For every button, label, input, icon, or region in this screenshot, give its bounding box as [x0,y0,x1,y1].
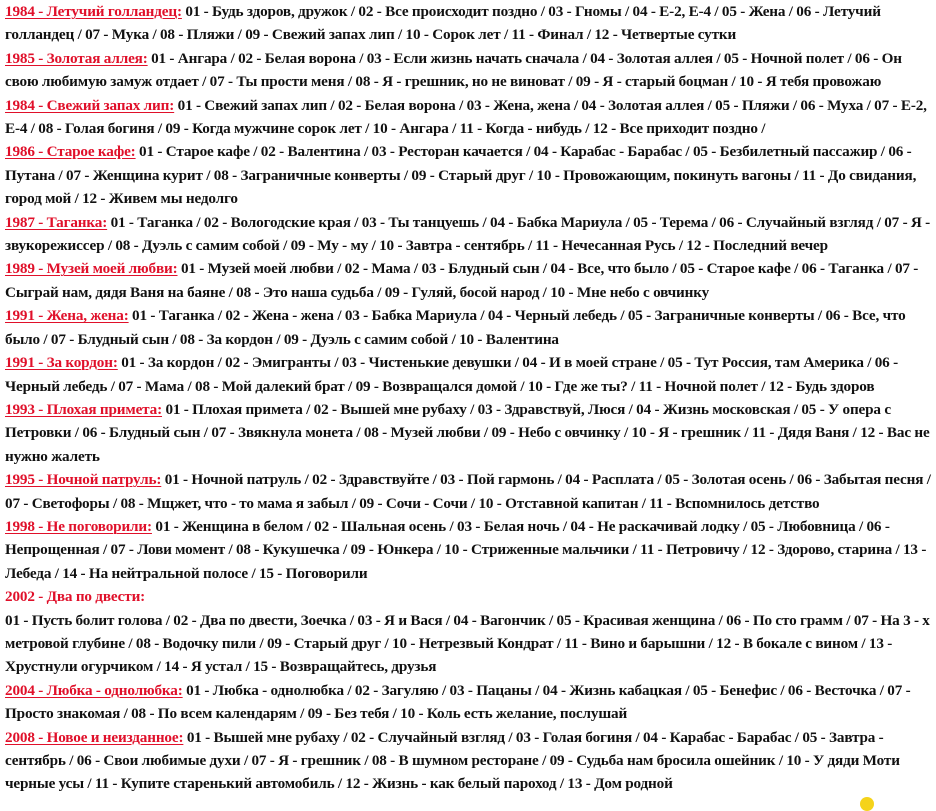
album-title: 1984 - Свежий запах лип: [5,96,175,114]
album-entry-1991-za-kordon [5,351,933,398]
album-title: 1991 - За кордон: [5,354,118,372]
album-tracklist: 01 - За кордон / 02 - Эмигранты / 03 - Чистенькие девушки / 04 - И в моей стране / 05 - Тут Россия, там Америка / 06 - Черный лебедь / 07 - Мама / 08 - Мой далекий брат / 09 - Возвращался домой / 10 - Где же ты? / 11 - Ночной полет / 12 - Будь здоров [5,354,898,395]
album-title: 1989 - Музей моей любви: [5,260,178,278]
album-title: 1991 - Жена, жена: [5,307,129,325]
album-title: 1986 - Старое кафе: [5,143,136,161]
album-entry-1993-plokhaya-primeta [5,398,933,468]
album-tracklist: 01 - Женщина в белом / 02 - Шальная осень / 03 - Белая ночь / 04 - Не раскачивай лодку / 05 - Любовница / 06 - Непрощенная / 07 - Лови момент / 08 - Кукушечка / 09 - Юнкера / 10 - Стриженные мальчики / 11 - Петровичу / 12 - Здорово, старина / 13 - Лебеда / 14 - На нейтральной полосе / 15 - Поговорили [5,517,927,582]
album-title: 2008 - Новое и неизданное: [5,728,184,746]
album-title: 1984 - Летучий голландец: [5,3,182,20]
album-tracklist: 01 - Плохая примета / 02 - Вышей мне рубаху / 03 - Здравствуй, Люся / 04 - Жизнь московская / 05 - У опера с Петровки / 06 - Блудный сын / 07 - Звякнула монета / 08 - Музей любви / 09 - Небо с овчинку / 10 - Я - грешник / 11 - Дядя Ваня / 12 - Вас не нужно жалеть [5,400,930,465]
album-entry-2002-dva-po-dvesti [5,585,933,679]
album-entry-1998-ne-pogovorili [5,515,933,585]
album-tracklist: 01 - Пусть болит голова / 02 - Два по двести, Зоечка / 03 - Я и Вася / 04 - Вагончик / 05 - Красивая женщина / 06 - По сто грамм / 07 - На 3 - х метровой глубине / 08 - Водочку пили / 09 - Старый друг / 10 - Нетрезвый Кондрат / 11 - Вино и барышни / 12 - В бокале с вином / 13 - Хрустнули огурчиком / 14 - Я устал / 15 - Возвращайтесь, друзья [5,611,930,676]
album-entry-1991-zhena-zhena [5,304,933,351]
album-entry-1995-nochnoy-patrul [5,468,933,515]
album-title: 1993 - Плохая примета: [5,400,163,418]
album-tracklist: 01 - Таганка / 02 - Вологодские края / 03 - Ты танцуешь / 04 - Бабка Мариула / 05 - Терема / 06 - Случайный взгляд / 07 - Я - звукорежиссер / 08 - Дуэль с самим собой / 09 - Му - му / 10 - Завтра - сентябрь / 11 - Нечесанная Русь / 12 - Последний вечер [5,213,931,255]
album-entry-1989-muzey-moey-lyubvi [5,257,933,304]
album-title: 1985 - Золотая аллея: [5,49,148,67]
album-tracklist: 01 - Ночной патруль / 02 - Здравствуйте / 03 - Пой гармонь / 04 - Расплата / 05 - Золотая осень / 06 - Забытая песня / 07 - Светофоры / 08 - Мщжет, что - то мама я забыл / 09 - Сочи - Сочи / 10 - Отставной капитан / 11 - Вспомнилось детство [5,471,931,512]
album-title: 2004 - Любка - однолюбка: [5,681,183,699]
album-title: 1987 - Таганка: [5,213,108,231]
album-title: 2002 - Два по двести: [5,588,146,606]
album-entry-1987-taganka [5,211,933,258]
album-tracklist: 01 - Таганка / 02 - Жена - жена / 03 - Бабка Мариула / 04 - Черный лебедь / 05 - Заграничные конверты / 06 - Все, что было / 07 - Блудный сын / 08 - За кордон / 09 - Дуэль с самим собой / 10 - Валентина [5,307,906,348]
album-tracklist: 01 - Старое кафе / 02 - Валентина / 03 - Ресторан качается / 04 - Карабас - Барабас / 05 - Безбилетный пассажир / 06 - Путана / 07 - Женщина курит / 08 - Заграничные конверты / 09 - Старый друг / 10 - Провожающим, покинуть вагоны / 11 - До свидания, город мой / 12 - Живем мы недолго [5,143,917,208]
yellow-dot-icon [860,797,874,811]
album-tracklist: 01 - Будь здоров, дружок / 02 - Все происходит поздно / 03 - Гномы / 04 - Е-2, Е-4 / 05 - Жена / 06 - Летучий голландец / 07 - Мука / 08 - Пляжи / 09 - Свежий запах лип / 10 - Сорок лет / 11 - Финал / 12 - Четвертые сутки [5,3,881,44]
album-entry-2008-novoe-i-neizdannoe [5,726,933,796]
album-entry-1984-svezhiy-zapakh-lip [5,94,933,141]
album-tracklist: 01 - Свежий запах лип / 02 - Белая ворона / 03 - Жена, жена / 04 - Золотая аллея / 05 - Пляжи / 06 - Муха / 07 - Е-2, Е-4 / 08 - Голая богиня / 09 - Когда мужчине сорок лет / 10 - Ангара / 11 - Когда - нибудь / 12 - Все приходит поздно / [5,96,927,138]
album-tracklist: 01 - Любка - однолюбка / 02 - Загуляю / 03 - Пацаны / 04 - Жизнь кабацкая / 05 - Бенефис / 06 - Весточка / 07 - Просто знакомая / 08 - По всем календарям / 09 - Без тебя / 10 - Коль есть желание, послушай [5,681,911,723]
album-title: 1995 - Ночной патруль: [5,471,162,489]
album-entry-1985-zolotaya-alleya [5,47,933,94]
discography-list [5,0,933,796]
album-entry-1984-letuchiy-gollandets [5,0,933,47]
album-entry-1986-staroe-kafe [5,140,933,210]
album-tracklist: 01 - Вышей мне рубаху / 02 - Случайный взгляд / 03 - Голая богиня / 04 - Карабас - Барабас / 05 - Завтра - сентябрь / 06 - Свои любимые духи / 07 - Я - грешник / 08 - В шумном ресторане / 09 - Судьба нам бросила ошейник / 10 - У дяди Моти черные усы / 11 - Купите старенький автомобиль / 12 - Жизнь - как белый пароход / 13 - Дом родной [5,728,900,793]
album-tracklist: 01 - Ангара / 02 - Белая ворона / 03 - Если жизнь начать сначала / 04 - Золотая аллея / 05 - Ночной полет / 06 - Он свою любимую замуж отдает / 07 - Ты прости меня / 08 - Я - грешник, но не виноват / 09 - Я - старый боцман / 10 - Я тебя провожаю [5,49,902,91]
album-tracklist: 01 - Музей моей любви / 02 - Мама / 03 - Блудный сын / 04 - Все, что было / 05 - Старое кафе / 06 - Таганка / 07 - Сыграй нам, дядя Ваня на баяне / 08 - Это наша судьба / 09 - Гуляй, босой народ / 10 - Мне небо с овчинку [5,260,919,301]
album-entry-2004-lyubka-odnolyubka [5,679,933,726]
album-title: 1998 - Не поговорили: [5,517,152,535]
